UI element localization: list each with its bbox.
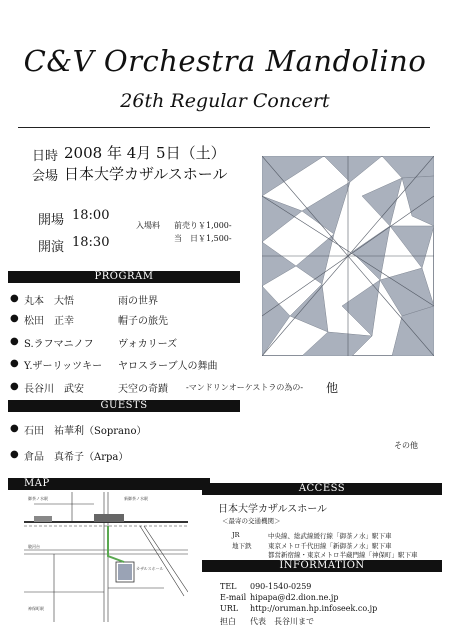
venue-label: 会場	[32, 169, 59, 184]
program-composer: Y.ザーリッツキー	[24, 361, 103, 372]
program-work: 雨の世界	[118, 296, 158, 307]
info-tel[interactable]: 090-1540-0259	[250, 582, 312, 591]
access-subheading: ＜最寄の交通機関＞	[222, 517, 281, 525]
concert-title: C&V Orchestra Mandolino	[23, 44, 427, 78]
bullet-icon: ●	[10, 313, 19, 324]
access-line-text: 東京メトロ千代田線「新御茶ノ水」駅下車	[268, 542, 392, 550]
access-heading: ACCESS	[202, 483, 442, 495]
program-others: 他	[326, 381, 339, 395]
svg-text:新御茶ノ水駅: 新御茶ノ水駅	[124, 496, 148, 501]
info-label: E-mail	[220, 593, 247, 602]
program-work: 帽子の旅先	[118, 316, 168, 327]
program-composer: 丸本 大悟	[24, 296, 74, 307]
fee-advance: 前売り￥1,000-	[174, 221, 232, 230]
bullet-icon: ●	[10, 293, 19, 304]
program-heading: PROGRAM	[8, 271, 240, 283]
start-time: 18:30	[72, 235, 110, 250]
bullet-icon: ●	[10, 358, 19, 369]
title-divider	[18, 127, 430, 128]
bullet-icon: ●	[10, 423, 19, 434]
access-line-text: 中央線、総武線緩行線「御茶ノ水」駅下車	[268, 532, 392, 540]
guest-name: 倉品 真希子（Arpa）	[24, 452, 129, 463]
svg-text:カザルスホール: カザルスホール	[136, 566, 164, 571]
access-line-text: 都営新宿線・東京メトロ半蔵門線「神保町」駅下車	[268, 551, 418, 559]
guests-others: その他	[394, 441, 418, 450]
program-composer: S.ラフマニノフ	[24, 339, 94, 350]
access-line-label: 地下鉄	[232, 542, 252, 550]
info-label: TEL	[220, 582, 237, 591]
program-composer: 松田 正幸	[24, 316, 74, 327]
program-work: 天空の奇蹟	[118, 384, 168, 395]
program-work: ヤロスラーブ人の舞曲	[118, 361, 218, 372]
date-label: 日時	[32, 149, 59, 164]
map-heading: MAP	[8, 478, 210, 490]
program-composer: 長谷川 武安	[24, 384, 84, 395]
bullet-icon: ●	[10, 336, 19, 347]
fee-door: 当 日￥1,500-	[174, 234, 232, 243]
venue-value: 日本大学カザルスホール	[64, 165, 228, 183]
date-value: 2008 年 4月 5日（土）	[64, 144, 226, 162]
concert-subtitle: 26th Regular Concert	[120, 90, 330, 112]
svg-text:神保町駅: 神保町駅	[28, 606, 44, 611]
info-label: 担白	[220, 617, 236, 626]
svg-text:御茶ノ水駅: 御茶ノ水駅	[28, 496, 48, 501]
svg-text:駿河台: 駿河台	[28, 544, 40, 549]
program-work: ヴォカリーズ	[118, 339, 178, 350]
guest-name: 石田 祐華利（Soprano）	[24, 426, 147, 437]
info-contact: 代表 長谷川まで	[250, 617, 314, 626]
info-label: URL	[220, 604, 239, 613]
location-map	[24, 492, 188, 622]
fee-label: 入場料	[136, 221, 160, 230]
guests-heading: GUESTS	[8, 400, 240, 412]
geometric-artwork	[262, 156, 434, 356]
doors-open-label: 開場	[38, 213, 65, 228]
start-label: 開演	[38, 240, 65, 255]
info-url[interactable]: http://oruman.hp.infoseek.co.jp	[250, 604, 378, 613]
doors-open-time: 18:00	[72, 208, 110, 223]
bullet-icon: ●	[10, 381, 19, 392]
information-heading: INFORMATION	[202, 560, 442, 572]
access-venue: 日本大学カザルスホール	[218, 504, 327, 515]
program-note: -マンドリンオーケストラの為の-	[186, 383, 304, 392]
bullet-icon: ●	[10, 449, 19, 460]
info-email[interactable]: hipapa@d2.dion.ne.jp	[250, 593, 339, 602]
access-line-label: JR	[232, 531, 240, 539]
